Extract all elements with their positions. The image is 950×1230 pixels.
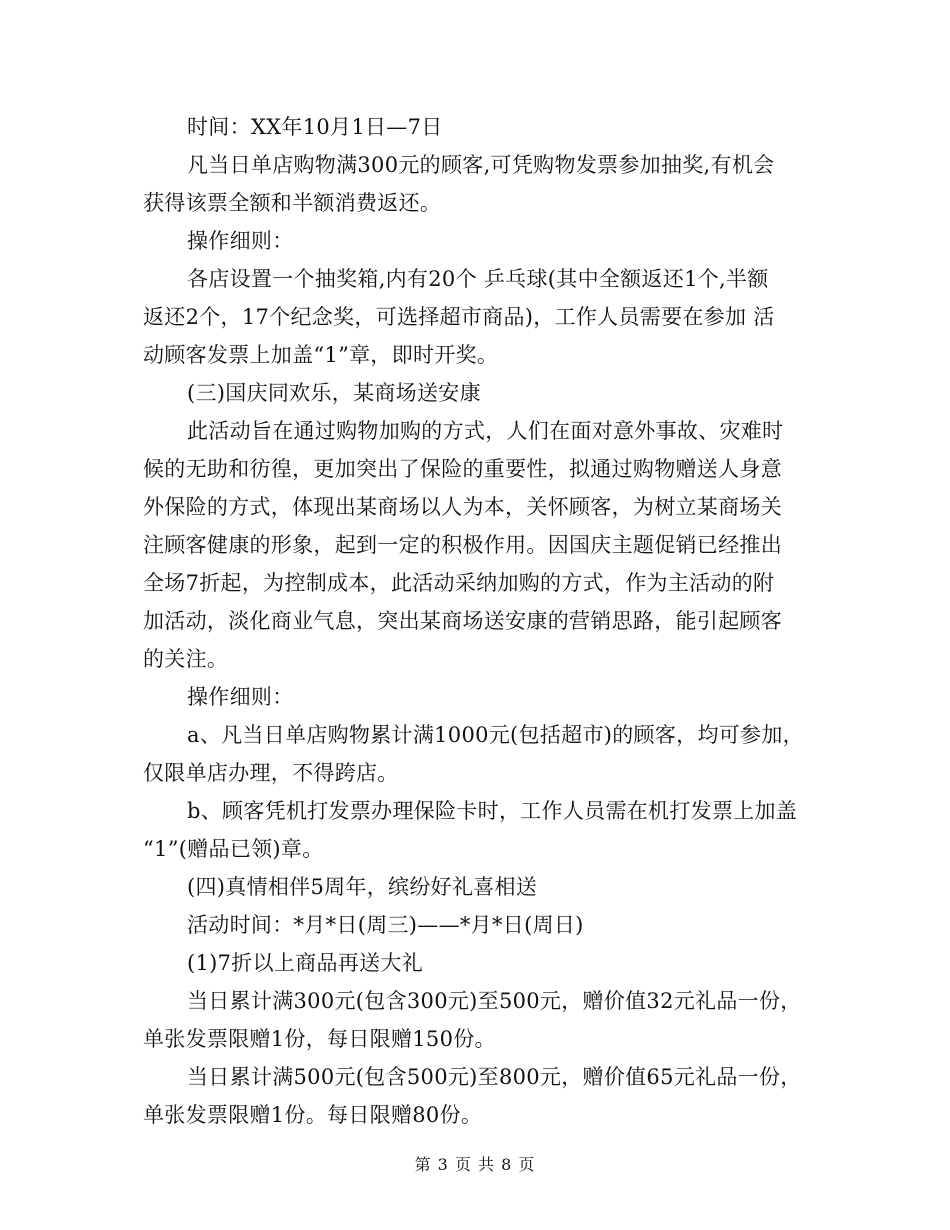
text-line: 外保险的方式，体现出某商场以人为本，关怀顾客，为树立某商场关 [143,495,782,519]
text-line: 候的无助和彷徨，更加突出了保险的重要性，拟通过购物赠送人身意 [143,457,782,481]
text-line: 此活动旨在通过购物加购的方式，人们在面对意外事故、灾难时 [187,419,784,443]
text-line: 全场7折起，为控制成本，此活动采纳加购的方式，作为主活动的附 [143,571,775,595]
text-line: 动顾客发票上加盖“1”章，即时开奖。 [143,343,499,367]
text-line: 凡当日单店购物满300元的顾客,可凭购物发票参加抽奖,有机会 [187,153,775,177]
text-line: a、凡当日单店购物累计满1000元(包括超市)的顾客，均可参加， [187,723,804,747]
section-heading: (三)国庆同欢乐，某商场送安康 [187,381,481,405]
text-line: (1)7折以上商品再送大礼 [187,951,424,975]
text-line: 加活动，淡化商业气息，突出某商场送安康的营销思路，能引起顾客 [143,609,782,633]
text-line: b、顾客凭机打发票办理保险卡时，工作人员需在机打发票上加盖 [187,799,798,823]
text-line: 活动时间：*月*日(周三)——*月*日(周日) [187,913,584,937]
text-line: 单张发票限赠1份，每日限赠150份。 [143,1027,496,1051]
text-line: 单张发票限赠1份。每日限赠80份。 [143,1103,483,1127]
page-footer: 第 3 页 共 8 页 [414,1155,536,1174]
text-line: 当日累计满300元(包含300元)至500元，赠价值32元礼品一份， [187,989,802,1013]
text-line: 操作细则： [187,229,294,253]
text-line: 的关注。 [143,647,229,671]
section-heading: (四)真情相伴5周年，缤纷好礼喜相送 [187,875,538,899]
text-line: 时间：XX年10月1日—7日 [187,115,443,139]
text-line: 仅限单店办理，不得跨店。 [143,761,399,785]
text-line: 当日累计满500元(包含500元)至800元，赠价值65元礼品一份， [187,1065,802,1089]
text-line: 注顾客健康的形象，起到一定的积极作用。因国庆主题促销已经推出 [143,533,782,557]
text-line: “1”(赠品已领)章。 [143,837,324,861]
text-line: 各店设置一个抽奖箱,内有20个 乒乓球(其中全额返还1个,半额 [187,267,769,291]
text-line: 获得该票全额和半额消费返还。 [143,191,442,215]
text-line: 返还2个，17个纪念奖，可选择超市商品)，工作人员需要在参加 活 [143,305,775,329]
text-line: 操作细则： [187,685,294,709]
